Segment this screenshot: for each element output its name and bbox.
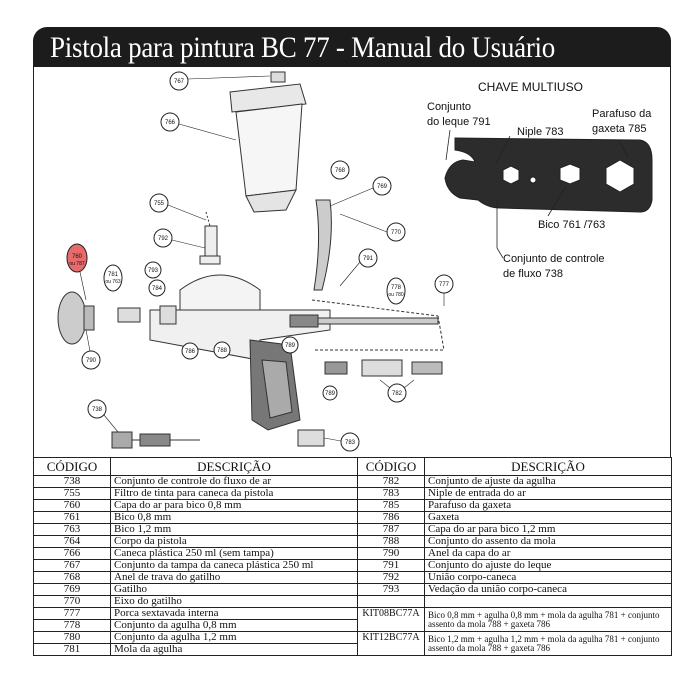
multi-tool-wrench xyxy=(445,138,652,212)
part-code: 760 xyxy=(34,500,111,512)
part-desc: Anel da capa do ar xyxy=(425,548,672,560)
part-code: 769 xyxy=(34,584,111,596)
part-code: 788 xyxy=(358,536,425,548)
header-desc-right: DESCRIÇÃO xyxy=(425,458,672,476)
header-desc-left: DESCRIÇÃO xyxy=(111,458,358,476)
part-desc: União corpo-caneca xyxy=(425,572,672,584)
part-desc: Porca sextavada interna xyxy=(111,608,358,620)
table-row xyxy=(34,524,672,536)
part-code: 780 xyxy=(34,632,111,644)
part-desc: Bico 1,2 mm xyxy=(111,524,358,536)
part-desc: Vedação da união corpo-caneca xyxy=(425,584,672,596)
table-row xyxy=(34,476,672,488)
kit-desc: Bico 0,8 mm + agulha 0,8 mm + mola da agulha 781 + conjunto assento da mola 788 + gaxeta 786 xyxy=(425,608,672,632)
svg-text:789: 789 xyxy=(284,343,296,349)
svg-text:755: 755 xyxy=(153,201,165,207)
part-desc: Gaxeta xyxy=(425,512,672,524)
callout-782 xyxy=(380,380,414,402)
table-row xyxy=(34,632,672,644)
part-desc: Bico 0,8 mm xyxy=(111,512,358,524)
callout-784 xyxy=(149,280,165,296)
part-code: 785 xyxy=(358,500,425,512)
svg-text:781: 781 xyxy=(107,272,119,278)
table-row xyxy=(34,584,672,596)
part-code: 763 xyxy=(34,524,111,536)
callout-786 xyxy=(182,343,198,359)
callout-778-780 xyxy=(387,278,405,304)
table-header-row xyxy=(34,458,672,476)
table-row xyxy=(34,572,672,584)
svg-text:790: 790 xyxy=(85,358,97,364)
callout-738 xyxy=(88,400,118,432)
table-row xyxy=(34,488,672,500)
callout-781-763 xyxy=(104,265,122,291)
part-code: 781 xyxy=(34,644,111,656)
part-desc: Capa do ar para bico 0,8 mm xyxy=(111,500,358,512)
callout-777 xyxy=(435,275,453,306)
svg-text:760: 760 xyxy=(71,254,83,260)
callout-766 xyxy=(161,113,236,140)
table-row xyxy=(34,512,672,524)
svg-text:ou 763: ou 763 xyxy=(105,279,121,285)
part-code: 790 xyxy=(358,548,425,560)
part-code: 761 xyxy=(34,512,111,524)
svg-text:788: 788 xyxy=(216,348,228,354)
callout-790 xyxy=(82,330,100,369)
callout-793 xyxy=(145,262,161,278)
part-code: 782 xyxy=(358,476,425,488)
empty-cell xyxy=(358,596,425,608)
part-code: 777 xyxy=(34,608,111,620)
callout-767 xyxy=(170,72,270,90)
table-row xyxy=(34,500,672,512)
part-code: 783 xyxy=(358,488,425,500)
svg-text:769: 769 xyxy=(376,184,388,190)
part-desc: Conjunto do ajuste do leque xyxy=(425,560,672,572)
callout-788 xyxy=(214,342,230,358)
part-code: 787 xyxy=(358,524,425,536)
cup-assembly xyxy=(230,72,306,212)
callout-791 xyxy=(340,249,377,286)
label-bico: Bico 761 /763 xyxy=(538,219,606,231)
svg-text:793: 793 xyxy=(147,268,159,274)
callout-755 xyxy=(150,194,206,220)
table-row xyxy=(34,608,672,620)
part-desc: Conjunto do assento da mola xyxy=(425,536,672,548)
svg-text:792: 792 xyxy=(157,236,169,242)
table-row xyxy=(34,536,672,548)
part-code: 766 xyxy=(34,548,111,560)
filter-union xyxy=(200,212,220,264)
callout-768 xyxy=(331,161,349,179)
header-code-right: CÓDIGO xyxy=(358,458,425,476)
svg-text:782: 782 xyxy=(391,391,403,397)
part-code: 770 xyxy=(34,596,111,608)
part-desc: Conjunto de controle do fluxo de ar xyxy=(111,476,358,488)
svg-text:783: 783 xyxy=(344,440,356,446)
svg-text:766: 766 xyxy=(164,120,176,126)
part-desc: Anel de trava do gatilho xyxy=(111,572,358,584)
callout-769 xyxy=(330,177,391,206)
svg-text:784: 784 xyxy=(151,286,163,292)
part-desc: Parafuso da gaxeta xyxy=(425,500,672,512)
part-desc: Gatilho xyxy=(111,584,358,596)
empty-cell xyxy=(425,596,672,608)
part-code: 768 xyxy=(34,572,111,584)
parts-table xyxy=(33,457,672,656)
kit-code: KIT12BC77A xyxy=(358,632,425,656)
part-code: 738 xyxy=(34,476,111,488)
callout-792 xyxy=(154,229,205,248)
label-leque: Conjunto do leque 791 xyxy=(427,101,491,128)
part-desc: Mola da agulha xyxy=(111,644,358,656)
callout-789 xyxy=(282,337,298,353)
part-desc: Caneca plástica 250 ml (sem tampa) xyxy=(111,548,358,560)
svg-text:ou 780: ou 780 xyxy=(388,292,404,298)
part-desc: Conjunto da agulha 1,2 mm xyxy=(111,632,358,644)
svg-text:786: 786 xyxy=(184,349,196,355)
part-code: 755 xyxy=(34,488,111,500)
svg-text:738: 738 xyxy=(91,407,103,413)
part-code: 778 xyxy=(34,620,111,632)
page-title: Pistola para pintura BC 77 - Manual do Usuário xyxy=(50,31,555,64)
tool-title: CHAVE MULTIUSO xyxy=(478,80,583,94)
callout-770 xyxy=(340,214,405,241)
header-code-left: CÓDIGO xyxy=(34,458,111,476)
part-desc: Conjunto da agulha 0,8 mm xyxy=(111,620,358,632)
part-desc: Conjunto de ajuste da agulha xyxy=(425,476,672,488)
callout-760-787 xyxy=(67,244,87,300)
part-desc: Capa do ar para bico 1,2 mm xyxy=(425,524,672,536)
svg-text:777: 777 xyxy=(438,282,450,288)
svg-text:778: 778 xyxy=(390,285,402,291)
label-parafuso: Parafuso da gaxeta 785 xyxy=(592,108,652,135)
part-desc: Niple de entrada do ar xyxy=(425,488,672,500)
part-desc: Conjunto da tampa da caneca plástica 250 ml xyxy=(111,560,358,572)
table-row xyxy=(34,548,672,560)
part-desc: Corpo da pistola xyxy=(111,536,358,548)
svg-text:770: 770 xyxy=(390,230,402,236)
callout-783 xyxy=(324,433,359,451)
callout-zone-spring xyxy=(323,386,337,400)
kit-code: KIT08BC77A xyxy=(358,608,425,632)
svg-text:767: 767 xyxy=(173,79,185,85)
part-desc: Filtro de tinta para caneca da pistola xyxy=(111,488,358,500)
part-code: 791 xyxy=(358,560,425,572)
part-desc: Eixo do gatilho xyxy=(111,596,358,608)
part-code: 767 xyxy=(34,560,111,572)
svg-text:768: 768 xyxy=(334,168,346,174)
kit-desc: Bico 1,2 mm + agulha 1,2 mm + mola da agulha 781 + conjunto assento da mola 788 + gaxeta 786 xyxy=(425,632,672,656)
label-niple: Niple 783 xyxy=(517,126,564,138)
label-controle: Conjunto de controle de fluxo 738 xyxy=(503,253,605,280)
table-row xyxy=(34,596,672,608)
svg-text:789: 789 xyxy=(324,391,336,397)
svg-text:ou 787: ou 787 xyxy=(69,261,85,267)
table-row xyxy=(34,560,672,572)
part-code: 764 xyxy=(34,536,111,548)
part-code: 792 xyxy=(358,572,425,584)
part-code: 786 xyxy=(358,512,425,524)
part-code: 793 xyxy=(358,584,425,596)
svg-text:791: 791 xyxy=(362,256,374,262)
